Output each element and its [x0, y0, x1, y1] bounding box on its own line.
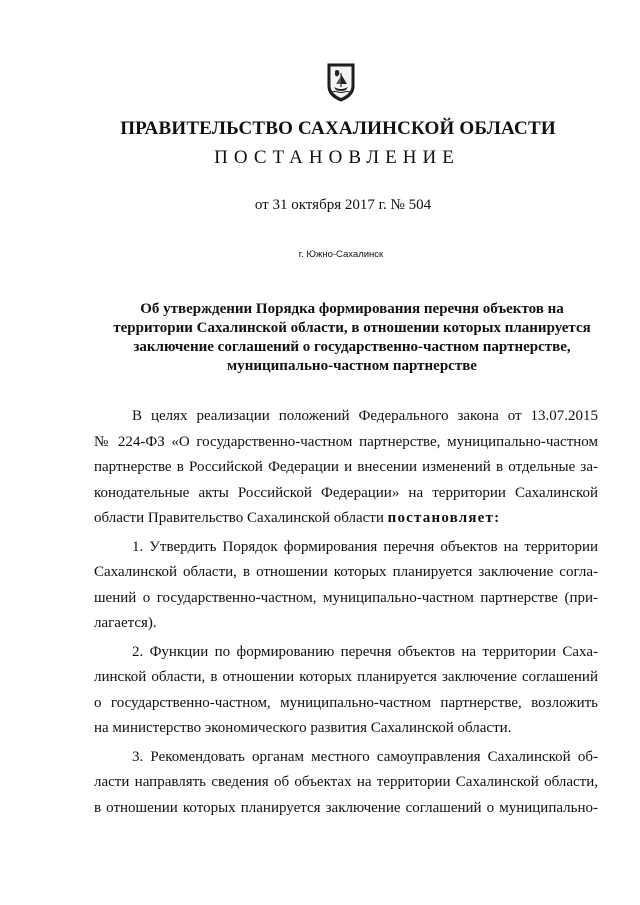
body-line: № 224-ФЗ «О государственно-частном партнерстве, муниципально-частном [94, 433, 598, 450]
body-line: на министерство экономического развития Сахалинской области. [94, 720, 512, 736]
body-line: в отношении которых планируется заключение соглашений о муниципально- [94, 799, 598, 816]
body-line-with-emphasis [94, 506, 598, 532]
body-line: В целях реализации положений Федерального закона от 13.07.2015 [132, 408, 598, 424]
body-line: о государственно-частном, муниципально-частном партнерстве, возложить [94, 694, 598, 711]
document-type: ПОСТАНОВЛЕНИЕ [214, 147, 460, 168]
body-line: 2. Функции по формированию перечня объектов на территории Саха- [132, 643, 598, 660]
body-line: 1. Утвердить Порядок формирования перечня объектов на территории [132, 538, 598, 555]
body-line-text: области Правительство Сахалинской области [94, 510, 384, 526]
subject-line: заключение соглашений о государственно-частном партнерстве, [133, 339, 571, 355]
document-body [94, 404, 598, 821]
body-line: конодательные акты Российской Федерации» на территории Сахалинской [94, 484, 598, 501]
resolves-emphasis: постановляет: [387, 510, 501, 526]
body-line: 3. Рекомендовать органам местного самоуправления Сахалинской об- [132, 748, 598, 765]
document-place: г. Южно-Сахалинск [298, 249, 384, 260]
subject-line: Об утверждении Порядка формирования перечня объектов на [140, 301, 564, 317]
government-name: ПРАВИТЕЛЬСТВО САХАЛИНСКОЙ ОБЛАСТИ [120, 118, 556, 139]
body-line: Сахалинской области, в отношении которых планируется заключение согла- [94, 564, 598, 580]
coat-of-arms-icon [326, 62, 356, 102]
body-line: лагается). [94, 615, 157, 631]
subject-line: муниципально-частном партнерстве [227, 358, 477, 374]
subject-line: территории Сахалинской области, в отношении которых планируется [113, 320, 591, 336]
document-date-number: от 31 октября 2017 г. № 504 [254, 197, 432, 213]
body-line: линской области, в отношении которых планируется заключение соглашений [94, 669, 598, 685]
body-line: партнерстве в Российской Федерации и внесении изменений в отдельные за- [94, 459, 598, 475]
body-line: шений о государственно-частном, муниципально-частном партнерстве (при- [94, 589, 598, 606]
document-subject [108, 300, 596, 376]
body-line: ласти направлять сведения об объектах на территории Сахалинской области, [94, 774, 598, 790]
